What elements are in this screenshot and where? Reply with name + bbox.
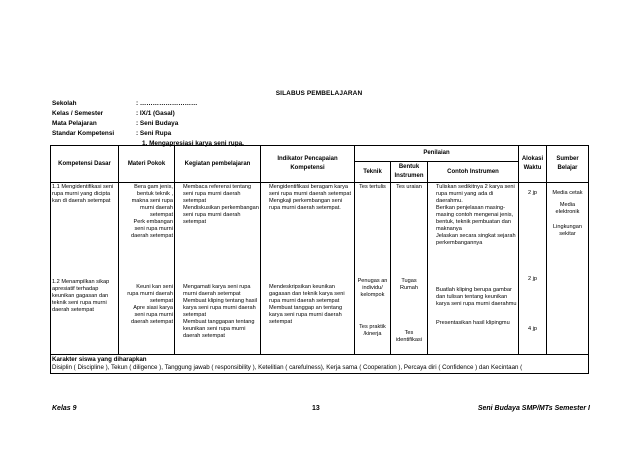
- bentuk-item: Tes identifikasi: [395, 330, 423, 343]
- sumber-item: Media elektronik: [555, 202, 580, 215]
- sumber-item: Media cetak: [552, 190, 583, 196]
- alokasi-item: 2 jp: [527, 276, 538, 282]
- contoh-item: • Tuliskan sedikitnya 2 karya seni rupa murni yang ada di daerahmu.: [436, 184, 517, 205]
- page-number: 13: [312, 405, 320, 412]
- info-label: Mata Pelajaran: [52, 120, 97, 127]
- cell-alokasi: [519, 183, 547, 355]
- sk-detail: 1. Mengapresiasi karya seni rupa.: [142, 140, 244, 147]
- karakter-row: [51, 355, 589, 374]
- info-value: : Seni Budaya: [136, 120, 179, 127]
- bentuk-item: Tes uraian: [396, 184, 422, 190]
- alokasi-item: 2 jp: [527, 190, 538, 196]
- indikator-item: • Mengkaji perkembangan seni rupa murni daerah setempat.: [269, 198, 353, 212]
- indikator-item: • Mendeskripsikan keunikan gagasan dan teknik karya seni rupa murni daerah setempat: [269, 284, 353, 305]
- header-kd: Kompetensi Dasar: [51, 146, 119, 183]
- cell-kd: [51, 183, 119, 355]
- contoh-item: • Presentasikan hasil klipingmu: [436, 320, 517, 327]
- syllabus-table: [50, 145, 589, 374]
- materi-item: • Keuni kan seni rupa murni daerah setempat: [127, 284, 173, 305]
- header-indikator: Indikator Pencapaian Kompetensi: [261, 146, 355, 183]
- materi-item: • Apre siasi karya seni rupa murni daerah setempat: [127, 305, 173, 326]
- kegiatan-item: • Membuat tanggapan tentang keunikan seni rupa murni daerah setempat: [183, 319, 259, 340]
- cell-kegiatan: [175, 183, 261, 355]
- alokasi-item: 4 jp: [527, 326, 538, 332]
- kegiatan-item: • Membuat kliping tentang hasil karya seni rupa murni daerah setempat: [183, 298, 259, 319]
- kd-1: 1.1 Mengidentifikasi seni rupa murni yang dicipta kan di daerah setempat: [52, 184, 114, 204]
- contoh-item: • Berikan penjelasan masing-masing contoh mengenai jenis, bentuk, teknik pembuatan dan maknanya: [436, 205, 517, 233]
- cell-bentuk: [391, 183, 428, 355]
- header-penilaian: Penilaian: [355, 146, 519, 162]
- info-value: : Seni Rupa: [136, 130, 172, 137]
- indikator-item: • Membuat tanggap an tentang karya seni rupa murni daerah setempat: [269, 305, 353, 326]
- info-label: Kelas / Semester: [52, 110, 104, 117]
- table-row: [51, 183, 589, 355]
- footer-subject: Seni Budaya SMP/MTs Semester I: [477, 405, 590, 412]
- kegiatan-item: • Mengamati karya seni rupa murni daerah setempat: [183, 284, 259, 298]
- materi-item: • Bera gam jenis, bentuk teknik , makna seni rupa murni daerah setempat: [127, 184, 173, 219]
- header-bentuk: Bentuk Instrumen: [391, 162, 428, 183]
- teknik-item: Tes tertulis: [359, 184, 386, 190]
- teknik-item: Penugas an individu/ kelompok: [357, 278, 388, 298]
- indikator-item: • Mengidentifikasi beragam karya seni rupa murni daerah setempat: [269, 184, 353, 198]
- syllabus-title: SILABUS PEMBELAJARAN: [275, 90, 363, 97]
- header-teknik: Teknik: [355, 162, 391, 183]
- header-materi: Materi Pokok: [119, 146, 175, 183]
- cell-contoh: [428, 183, 519, 355]
- header-alokasi: Alokasi Waktu: [519, 146, 547, 183]
- karakter-text: Disiplin ( Discipline ), Tekun ( diligence ), Tanggung jawab ( responsibility ), Ketelitian ( carefulness), Kerja sama ( Cooperation ), Percaya diri ( Confidence ) dan Kecintaan (: [52, 364, 523, 371]
- bentuk-item: Tugas Rumah: [399, 278, 419, 291]
- kd-2: 1.2 Menampilkan sikap apresiatif terhadap keunikan gagasan dan teknik seni rupa murni daerah setempat: [52, 279, 110, 313]
- kegiatan-item: • Mendiskusikan perkembangan seni rupa murni daerah setempat: [183, 205, 259, 226]
- info-label: Standar Kompetensi: [52, 130, 115, 137]
- teknik-item: Tes praktik /kinerja: [359, 324, 386, 337]
- header-kegiatan: Kegiatan pembelajaran: [175, 146, 261, 183]
- cell-teknik: [355, 183, 391, 355]
- kegiatan-item: • Membaca referensi tentang seni rupa murni daerah setempat: [183, 184, 259, 205]
- info-value: : ………………………: [136, 100, 198, 107]
- cell-indikator: [261, 183, 355, 355]
- contoh-item: • Jelaskan secara singkat sejarah perkembangannya: [436, 233, 517, 247]
- cell-materi: [119, 183, 175, 355]
- sumber-item: Lingkungan sekitar: [553, 224, 582, 237]
- info-value: : IX/1 (Gasal): [136, 110, 175, 117]
- karakter-title: Karakter siswa yang diharapkan: [52, 356, 147, 363]
- contoh-item: • Buatlah kliping berupa gambar dan tulisan tentang keunikan karya seni rupa murni daerahmu: [436, 287, 517, 308]
- header-contoh: Contoh Instrumen: [428, 162, 519, 183]
- info-label: Sekolah: [52, 100, 77, 107]
- materi-item: • Perk embangan seni rupa murni daerah setempat: [127, 219, 173, 240]
- cell-sumber: [547, 183, 589, 355]
- footer-class: Kelas 9: [52, 405, 77, 412]
- header-sumber: Sumber Belajar: [547, 146, 589, 183]
